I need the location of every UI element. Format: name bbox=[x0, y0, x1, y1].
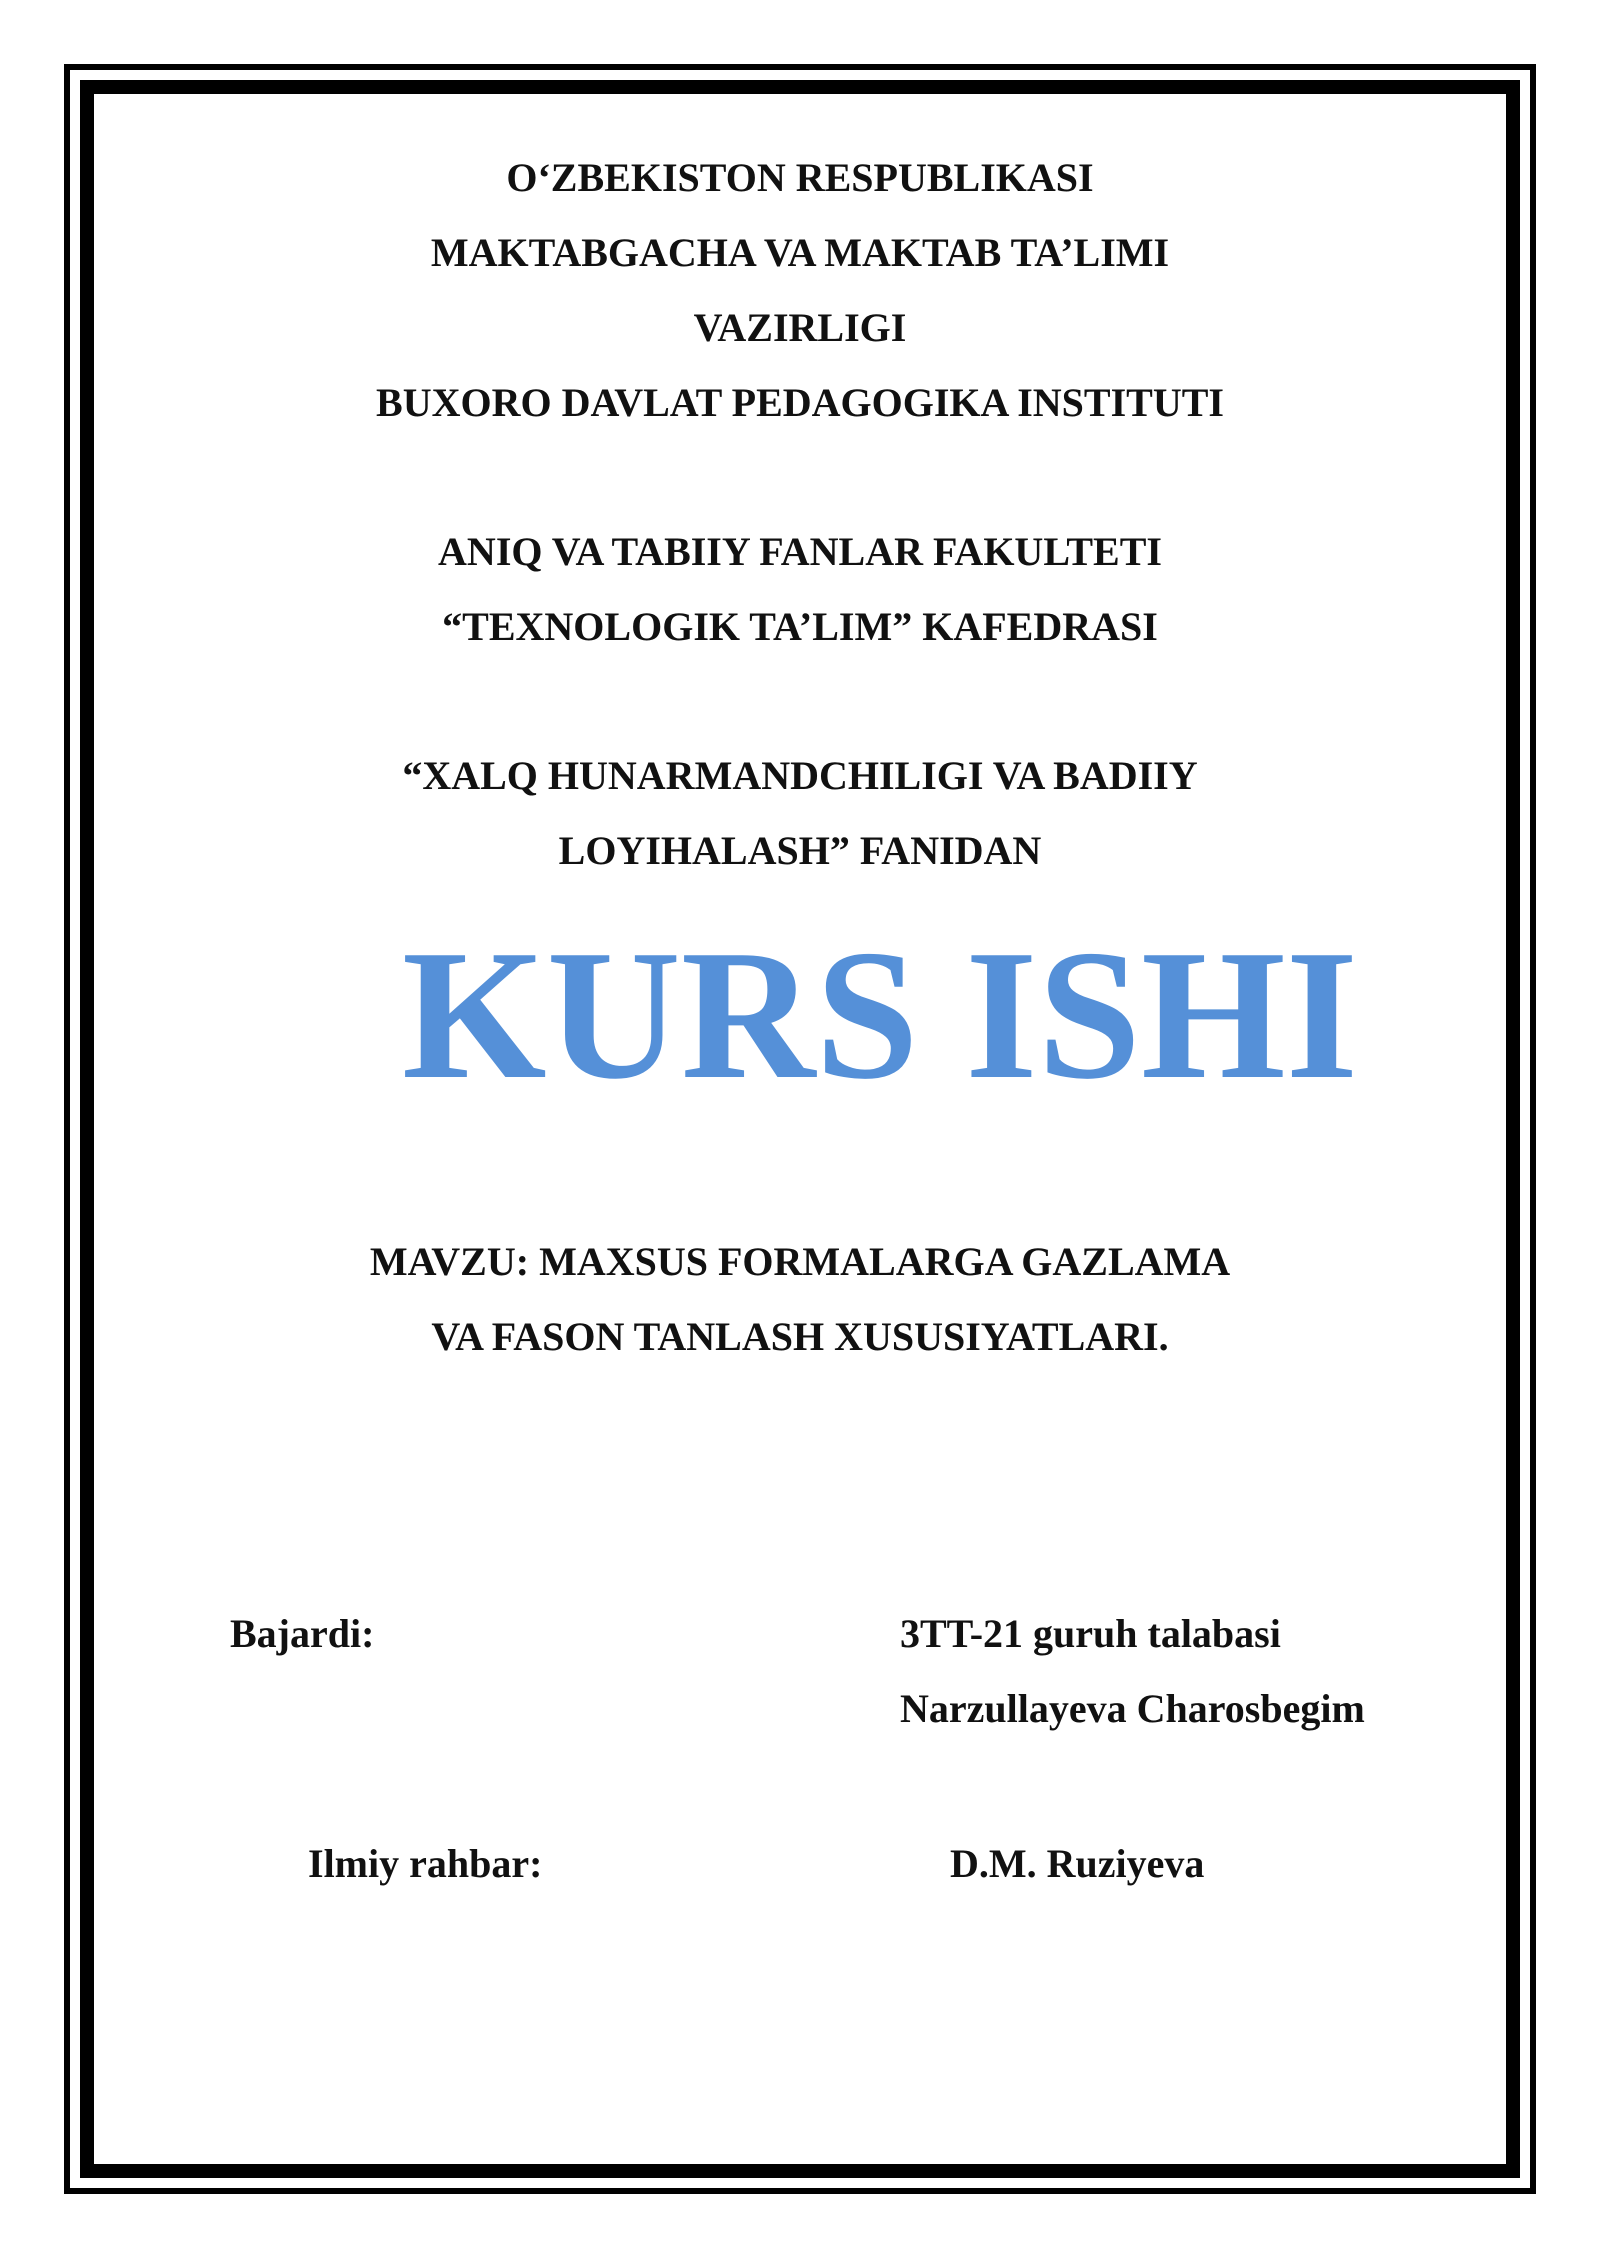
document-title: KURS ISHI bbox=[401, 912, 1359, 1118]
advisor-name: D.M. Ruziyeva bbox=[950, 1841, 1205, 1886]
student-group: 3TT-21 guruh talabasi bbox=[900, 1611, 1281, 1656]
ministry-line: MAKTABGACHA VA MAKTAB TA’LIMI bbox=[430, 230, 1170, 275]
topic-line: MAVZU: MAXSUS FORMALARGA GAZLAMA bbox=[369, 1239, 1231, 1284]
faculty-line: ANIQ VA TABIIY FANLAR FAKULTETI bbox=[438, 529, 1162, 574]
institute-line: BUXORO DAVLAT PEDAGOGIKA INSTITUTI bbox=[376, 380, 1224, 425]
ministry-line-cont: VAZIRLIGI bbox=[693, 305, 907, 350]
department-line: “TEXNOLOGIK TA’LIM” KAFEDRASI bbox=[442, 604, 1158, 649]
country-line: O‘ZBEKISTON RESPUBLIKASI bbox=[506, 155, 1094, 200]
subject-header bbox=[0, 738, 1600, 888]
student-name: Narzullayeva Charosbegim bbox=[900, 1686, 1365, 1731]
performer-label: Bajardi: bbox=[230, 1611, 375, 1656]
subject-line: “XALQ HUNARMANDCHILIGI VA BADIIY bbox=[402, 753, 1198, 798]
subject-line-cont: LOYIHALASH” FANIDAN bbox=[558, 828, 1042, 873]
faculty-header bbox=[0, 514, 1600, 664]
advisor-label: Ilmiy rahbar: bbox=[308, 1841, 543, 1886]
topic-line-cont: VA FASON TANLASH XUSUSIYATLARI. bbox=[431, 1314, 1169, 1359]
topic-block bbox=[0, 1224, 1600, 1374]
ministry-header bbox=[0, 140, 1600, 440]
